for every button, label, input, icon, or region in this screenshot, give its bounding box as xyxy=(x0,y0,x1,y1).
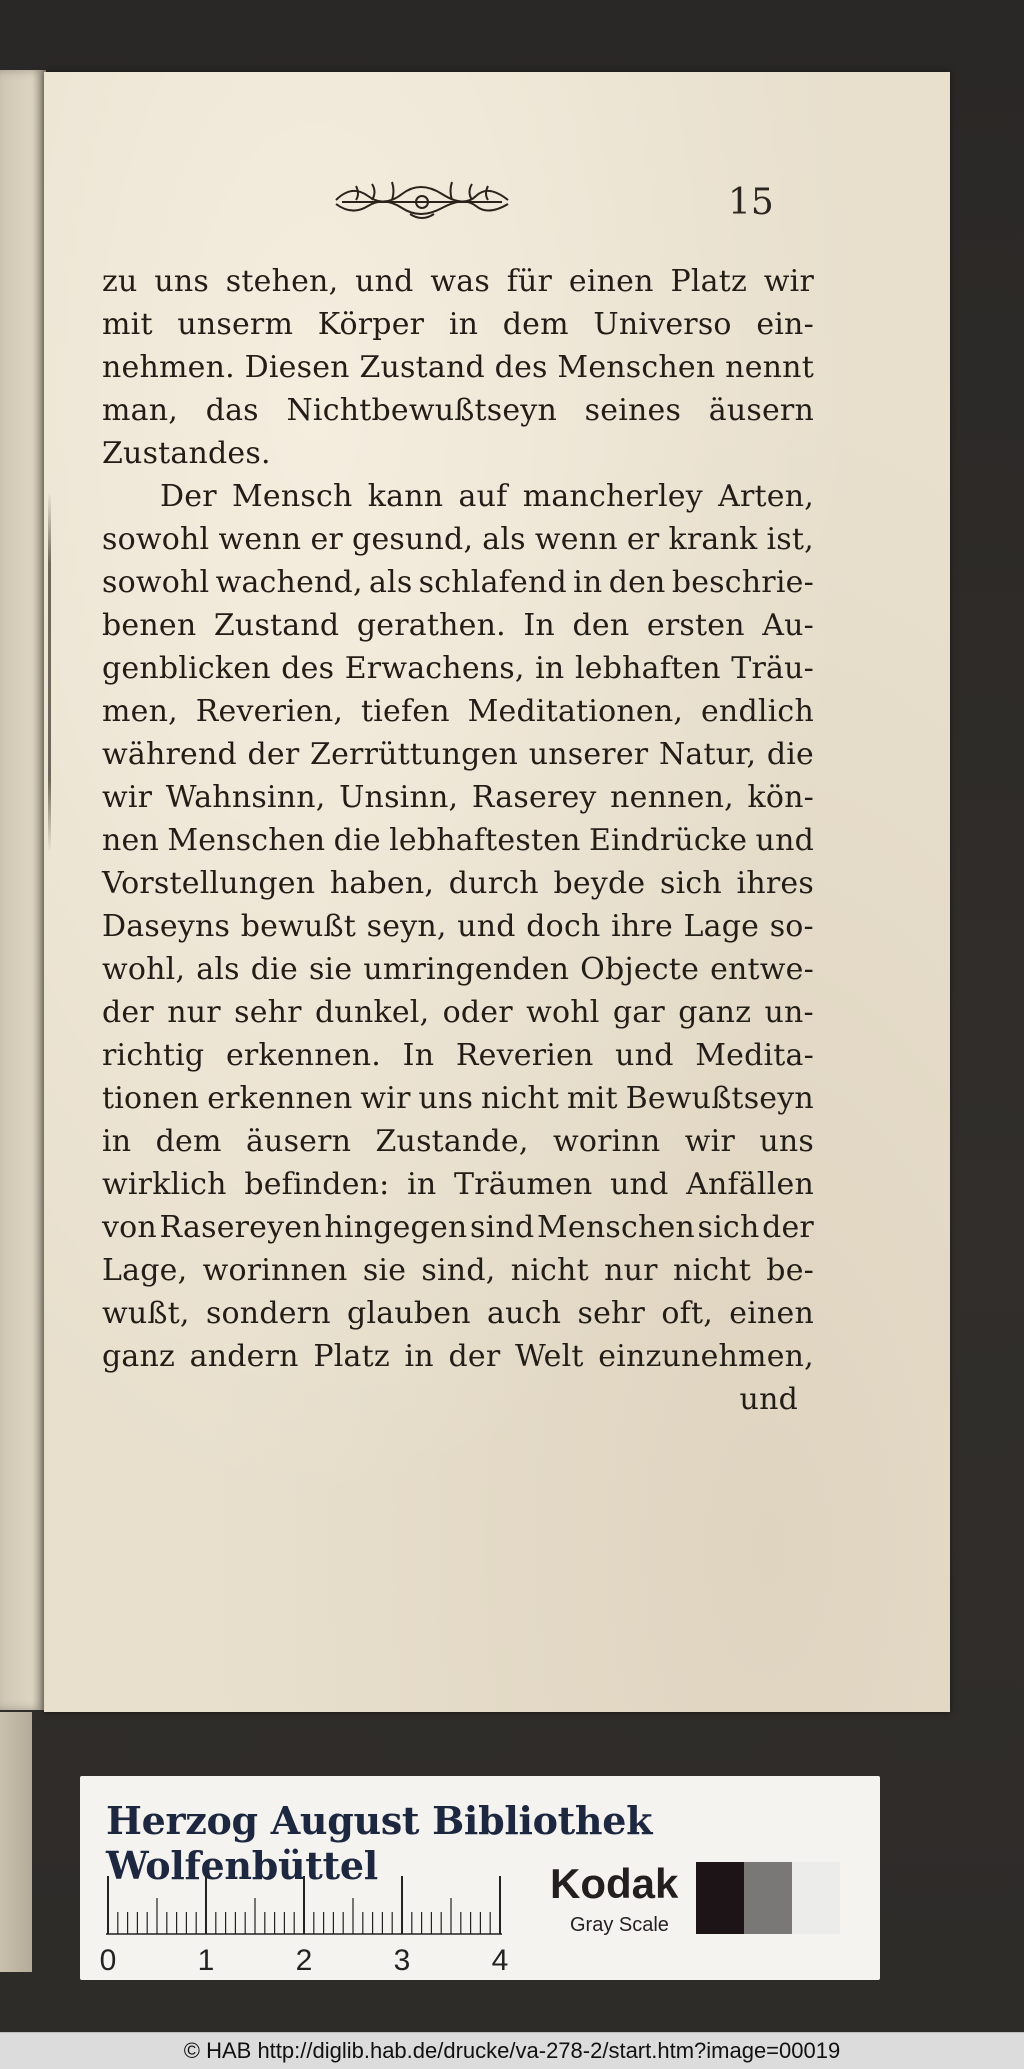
page-number: 15 xyxy=(728,182,774,223)
word: des xyxy=(494,350,548,385)
text-line xyxy=(102,475,814,518)
word: die xyxy=(766,737,814,772)
word: Der xyxy=(160,479,217,514)
word: In xyxy=(402,1038,435,1073)
ruler-label: 1 xyxy=(197,1944,215,1977)
color-target-card xyxy=(80,1776,880,1980)
word: lebhaftesten xyxy=(389,823,581,858)
word: tionen xyxy=(102,1081,200,1116)
ruler-label: 0 xyxy=(99,1944,117,1977)
text-line xyxy=(102,1378,814,1421)
word: er xyxy=(310,522,343,557)
word: Medita- xyxy=(695,1038,814,1073)
word: sehr xyxy=(234,995,302,1030)
word: sind, xyxy=(421,1253,496,1288)
word: oder xyxy=(442,995,513,1030)
text-line xyxy=(102,1292,814,1335)
ruler-label: 3 xyxy=(393,1944,411,1977)
text-line xyxy=(102,991,814,1034)
word: wir xyxy=(102,780,153,815)
library-name: Herzog August Bibliothek Wolfenbüttel xyxy=(106,1798,653,1888)
word: Erwachens, xyxy=(344,651,525,686)
word: und xyxy=(615,1038,674,1073)
word: sowohl xyxy=(102,522,210,557)
facing-page-edge xyxy=(0,70,46,1710)
word: Meditationen, xyxy=(467,694,684,729)
word: Arten, xyxy=(718,479,814,514)
word: Reverien xyxy=(455,1038,594,1073)
word: ist, xyxy=(766,522,814,557)
word: der xyxy=(762,1210,814,1245)
word: in xyxy=(535,651,565,686)
word: von xyxy=(102,1210,157,1245)
word: be- xyxy=(766,1253,814,1288)
word: wußt, xyxy=(102,1296,190,1331)
word: men, xyxy=(102,694,178,729)
word: nen xyxy=(102,823,159,858)
word: glauben xyxy=(347,1296,471,1331)
word: nicht xyxy=(672,1253,752,1288)
word: Universo xyxy=(593,307,732,342)
word: nur xyxy=(167,995,221,1030)
word: seines xyxy=(584,393,682,428)
word: nicht xyxy=(510,1253,589,1288)
word: Eindrücke xyxy=(589,823,748,858)
text-line xyxy=(102,1163,814,1206)
word: mancherley xyxy=(522,479,703,514)
word: sowohl xyxy=(102,565,210,600)
text-line xyxy=(102,647,814,690)
word: hingegen xyxy=(324,1210,468,1245)
word: worinn xyxy=(552,1124,661,1159)
word: seyn, xyxy=(366,909,447,944)
word: Bewußtseyn xyxy=(625,1081,814,1116)
word: als xyxy=(196,952,240,987)
word: nehmen. xyxy=(102,350,235,385)
word: doch xyxy=(526,909,601,944)
text-line xyxy=(102,862,814,905)
word: den xyxy=(608,565,666,600)
word: Raserey xyxy=(471,780,597,815)
word: wachend, xyxy=(215,565,363,600)
text-line xyxy=(102,432,814,475)
text-line xyxy=(102,1335,814,1378)
word: Lage, xyxy=(102,1253,188,1288)
word: wirklich xyxy=(102,1167,227,1202)
text-line xyxy=(102,389,814,432)
text-line xyxy=(102,561,814,604)
word: kann xyxy=(367,479,444,514)
word: befinden: xyxy=(244,1167,390,1202)
word: unserer xyxy=(528,737,649,772)
word: Platz xyxy=(670,264,747,299)
word: Lage xyxy=(683,909,760,944)
word: haben, xyxy=(329,866,435,901)
word: uns xyxy=(154,264,209,299)
word: dem xyxy=(155,1124,222,1159)
word: Anfällen xyxy=(686,1167,814,1202)
word: richtig xyxy=(102,1038,205,1073)
word: ihres xyxy=(736,866,814,901)
ruler-label: 4 xyxy=(491,1944,509,1977)
word: in xyxy=(448,307,479,342)
word: gesund, xyxy=(352,522,474,557)
word: andern xyxy=(189,1339,299,1374)
word: einen xyxy=(729,1296,814,1331)
text-line xyxy=(102,948,814,991)
measurement-ruler xyxy=(106,1876,506,1936)
word: gar xyxy=(612,995,665,1030)
word: als xyxy=(368,565,413,600)
text-line xyxy=(102,604,814,647)
gray-patch xyxy=(696,1862,744,1934)
body-text xyxy=(102,260,814,1421)
header-ornament xyxy=(332,176,512,224)
word: Unsinn, xyxy=(339,780,459,815)
word: Zustand xyxy=(359,350,485,385)
word: Nichtbewußtseyn xyxy=(286,393,557,428)
word: beyde xyxy=(553,866,646,901)
word: oft, xyxy=(661,1296,713,1331)
word: ihre xyxy=(611,909,673,944)
word: un- xyxy=(764,995,814,1030)
word: ein- xyxy=(756,307,814,342)
word: ersten xyxy=(646,608,745,643)
word: Körper xyxy=(317,307,425,342)
word: der xyxy=(247,737,300,772)
word: mit xyxy=(102,307,153,342)
word: wohl, xyxy=(102,952,186,987)
gutter-mark xyxy=(48,492,51,852)
word: kön- xyxy=(747,780,814,815)
word: Zerrüttungen xyxy=(310,737,519,772)
word: beschrie- xyxy=(671,565,814,600)
word: sind xyxy=(470,1210,535,1245)
word: das xyxy=(205,393,259,428)
word: Au- xyxy=(762,608,814,643)
word: mit xyxy=(567,1081,618,1116)
word: gerathen. xyxy=(356,608,506,643)
word: In xyxy=(523,608,555,643)
text-line xyxy=(102,1206,814,1249)
word: nennen, xyxy=(610,780,734,815)
word: nicht xyxy=(481,1081,560,1116)
word: erkennen xyxy=(207,1081,353,1116)
word: entwe- xyxy=(710,952,814,987)
kodak-gray-scale-label: Gray Scale xyxy=(570,1914,669,1936)
word: so- xyxy=(769,909,814,944)
word: und xyxy=(457,909,516,944)
word: für xyxy=(506,264,553,299)
word: sie xyxy=(362,1253,407,1288)
word: in xyxy=(573,565,603,600)
word: sehr xyxy=(577,1296,646,1331)
word: wir xyxy=(684,1124,735,1159)
text-line xyxy=(102,346,814,389)
text-line xyxy=(102,1120,814,1163)
word: Menschen xyxy=(167,823,326,858)
word: Zustandes. xyxy=(102,436,271,471)
word: lebhaften xyxy=(574,651,721,686)
word: der xyxy=(102,995,154,1030)
word: zu xyxy=(102,264,138,299)
word: dunkel, xyxy=(315,995,430,1030)
word: Mensch xyxy=(232,479,353,514)
word: und xyxy=(739,1382,798,1417)
word: Träumen xyxy=(454,1167,593,1202)
word: ganz xyxy=(102,1339,176,1374)
word: nur xyxy=(604,1253,658,1288)
word: worinnen xyxy=(202,1253,348,1288)
word: während xyxy=(102,737,237,772)
word: umringenden xyxy=(363,952,570,987)
citation-footer: © HAB http://diglib.hab.de/drucke/va-278-2/start.htm?image=00019 xyxy=(0,2032,1024,2069)
ruler-label: 2 xyxy=(295,1944,313,1977)
word: Rasereyen xyxy=(159,1210,322,1245)
word: erkennen. xyxy=(225,1038,382,1073)
word: und xyxy=(755,823,814,858)
word: wir xyxy=(360,1081,411,1116)
word: sich xyxy=(659,866,722,901)
word: die xyxy=(250,952,298,987)
word: ganz xyxy=(678,995,752,1030)
word: krank xyxy=(668,522,758,557)
text-line xyxy=(102,690,814,733)
word: dem xyxy=(502,307,569,342)
word: und xyxy=(355,264,414,299)
word: und xyxy=(610,1167,669,1202)
word: in xyxy=(407,1167,437,1202)
word: Zustand xyxy=(213,608,340,643)
text-line xyxy=(102,518,814,561)
word: er xyxy=(626,522,660,557)
text-line xyxy=(102,1077,814,1120)
word: Diesen xyxy=(244,350,350,385)
word: Daseyns xyxy=(102,909,231,944)
word: wenn xyxy=(218,522,302,557)
word: tiefen xyxy=(360,694,450,729)
text-line xyxy=(102,819,814,862)
word: endlich xyxy=(700,694,814,729)
word: auf xyxy=(458,479,508,514)
word: stehen, xyxy=(225,264,339,299)
gray-patch xyxy=(744,1862,792,1934)
word: Vorstellungen xyxy=(102,866,316,901)
word: bewußt xyxy=(240,909,357,944)
word: uns xyxy=(759,1124,814,1159)
word: Reverien, xyxy=(195,694,344,729)
text-line xyxy=(102,776,814,819)
word: schlafend xyxy=(418,565,567,600)
word: Menschen xyxy=(536,1210,695,1245)
word: Natur, xyxy=(658,737,757,772)
word: wir xyxy=(763,264,814,299)
word: als xyxy=(482,522,526,557)
word: man, xyxy=(102,393,178,428)
word: Objecte xyxy=(580,952,700,987)
word: wohl xyxy=(526,995,600,1030)
word: in xyxy=(102,1124,132,1159)
text-line xyxy=(102,1249,814,1292)
word: einzunehmen, xyxy=(598,1339,814,1374)
text-line xyxy=(102,733,814,776)
word: auch xyxy=(487,1296,562,1331)
word: Zustande, xyxy=(375,1124,529,1159)
word: der xyxy=(448,1339,501,1374)
word: äusern xyxy=(245,1124,352,1159)
word: was xyxy=(430,264,490,299)
word: genblicken xyxy=(102,651,271,686)
word: Platz xyxy=(313,1339,390,1374)
text-line xyxy=(102,905,814,948)
word: nennt xyxy=(725,350,814,385)
word: einen xyxy=(568,264,654,299)
word: sich xyxy=(697,1210,760,1245)
word: wenn xyxy=(534,522,618,557)
word: durch xyxy=(448,866,539,901)
text-line xyxy=(102,1034,814,1077)
word: sie xyxy=(308,952,353,987)
ruler-labels xyxy=(98,1944,518,1976)
word: Welt xyxy=(515,1339,584,1374)
facing-page-lower-edge xyxy=(0,1712,32,1972)
word: den xyxy=(572,608,630,643)
word: benen xyxy=(102,608,197,643)
word: äusern xyxy=(708,393,814,428)
word: die xyxy=(333,823,381,858)
gray-patch xyxy=(792,1862,840,1934)
book-page xyxy=(44,72,950,1712)
word: sondern xyxy=(205,1296,331,1331)
text-line xyxy=(102,260,814,303)
word: unserm xyxy=(177,307,294,342)
word: Träu- xyxy=(731,651,814,686)
kodak-logo: Kodak xyxy=(550,1860,679,1907)
word: des xyxy=(281,651,335,686)
word: in xyxy=(404,1339,434,1374)
word: Wahnsinn, xyxy=(165,780,326,815)
word: uns xyxy=(418,1081,474,1116)
word: Menschen xyxy=(557,350,716,385)
text-line xyxy=(102,303,814,346)
